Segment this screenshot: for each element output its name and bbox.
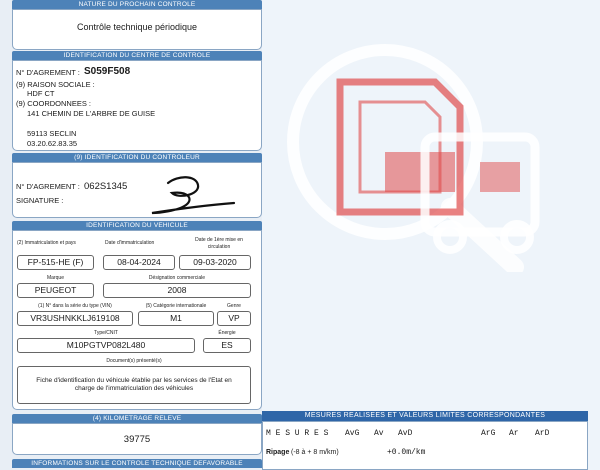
controleur-agrement-label: N° D'AGREMENT : xyxy=(16,182,80,191)
docs-value-line1: Fiche d'identification du véhicule établie par les services de l'Etat en xyxy=(36,377,232,384)
centre-box xyxy=(12,60,262,151)
col-av: Av xyxy=(374,429,384,438)
genre-field: VP xyxy=(217,311,251,326)
immat-label: (2) Immatriculation et pays xyxy=(17,240,76,246)
infos-header: INFORMATIONS SUR LE CONTROLE TECHNIQUE DEFAVORABLE xyxy=(12,459,262,468)
marque-label: Marque xyxy=(47,275,64,281)
km-box xyxy=(12,423,262,455)
designation-label: Désignation commerciale xyxy=(148,275,206,281)
controleur-agrement-value: 062S1345 xyxy=(84,181,128,192)
centre-raison-label: (9) RAISON SOCIALE : xyxy=(16,80,95,89)
type-label: Type/CNIT xyxy=(94,330,118,336)
nature-header: NATURE DU PROCHAIN CONTROLE xyxy=(12,0,262,9)
genre-label: Genre xyxy=(227,303,241,309)
controleur-signature-label: SIGNATURE : xyxy=(16,196,64,205)
signature-icon xyxy=(148,169,238,215)
centre-agrement-label: N° D'AGREMENT : xyxy=(16,68,80,77)
vehicule-header: IDENTIFICATION DU VEHICULE xyxy=(12,221,262,230)
col-ard: ArD xyxy=(535,429,550,438)
date-1ere-label-2: circulation xyxy=(207,244,231,250)
marque-field: PEUGEOT xyxy=(17,283,94,298)
nature-value: Contrôle technique périodique xyxy=(76,22,198,32)
controleur-box xyxy=(12,162,262,218)
col-avg: AvG xyxy=(345,429,360,438)
categorie-label: (5) Catégorie internationale xyxy=(145,303,207,309)
centre-coord-label: (9) COORDONNEES : xyxy=(16,99,92,108)
date-immat-field: 08-04-2024 xyxy=(103,255,175,270)
immat-field: FP-515-HE (F) xyxy=(17,255,94,270)
km-value: 39775 xyxy=(123,434,151,445)
categorie-field: M1 xyxy=(138,311,214,326)
nature-box xyxy=(12,9,262,50)
docs-field xyxy=(17,366,251,404)
col-ar: Ar xyxy=(509,429,519,438)
ripage-value: +0.0m/km xyxy=(387,448,426,457)
mesures-header: MESURES REALISEES ET VALEURS LIMITES CORRESPONDANTES xyxy=(262,411,588,421)
centre-raison-value: HDF CT xyxy=(27,89,55,98)
centre-address-line2: 59113 SECLIN xyxy=(27,129,77,138)
ripage-range: (-8 à + 8 m/km) xyxy=(291,449,339,456)
energie-field: ES xyxy=(203,338,251,353)
date-1ere-label-1: Date de 1ère mise en xyxy=(195,237,243,243)
designation-field: 2008 xyxy=(103,283,251,298)
date-1ere-field: 09-03-2020 xyxy=(179,255,251,270)
km-header: (4) KILOMETRAGE RELEVE xyxy=(12,414,262,423)
vin-field: VR3USHNKKLJ619108 xyxy=(17,311,133,326)
mesures-box xyxy=(262,421,588,470)
date-immat-label: Date d'immatriculation xyxy=(105,240,155,246)
docs-value-line2: charge de l'immatriculation des véhicules xyxy=(74,385,194,392)
energie-label: Énergie xyxy=(218,330,236,336)
car-inspection-icon xyxy=(285,42,585,272)
controleur-header: (9) IDENTIFICATION DU CONTROLEUR xyxy=(12,153,262,162)
vin-label: (1) N° dans la série du type (VIN) xyxy=(38,303,112,309)
docs-label: Document(s) présenté(s) xyxy=(106,358,162,364)
type-field: M10PGTVP082L480 xyxy=(17,338,195,353)
centre-header: IDENTIFICATION DU CENTRE DE CONTROLE xyxy=(12,51,262,60)
col-avd: AvD xyxy=(398,429,413,438)
centre-agrement-value: S059F508 xyxy=(84,66,131,77)
centre-address-line1: 141 CHEMIN DE L'ARBRE DE GUISE xyxy=(27,109,156,118)
mesures-title: M E S U R E S xyxy=(266,429,329,438)
centre-phone: 03.20.62.83.35 xyxy=(27,139,78,148)
ripage-label: Ripage xyxy=(266,449,290,456)
vehicule-box xyxy=(12,230,262,410)
col-arg: ArG xyxy=(481,429,496,438)
